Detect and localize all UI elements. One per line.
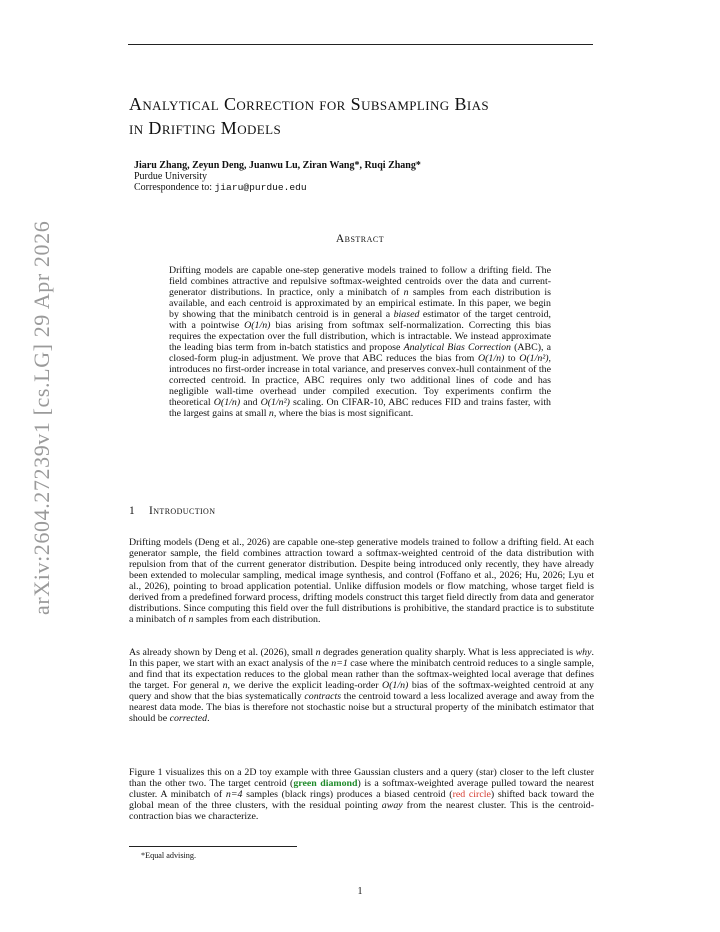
footnote: *Equal advising.	[141, 851, 197, 860]
intro-paragraph-3: Figure 1 visualizes this on a 2D toy example with three Gaussian clusters and a query (star) closer to the left cluster than the other two. The target centroid (green diamond) is a softmax-weighted average pulled toward the nearest cluster. A minibatch of n=4 samples (black rings) produces a biased centroid (red circle) shifted back toward the global mean of the three clusters, with the residual pointing away from the nearest cluster. This is the centroid-contraction bias we characterize.	[129, 767, 595, 822]
correspondence-label: Correspondence to:	[134, 182, 213, 193]
section-heading-introduction	[129, 505, 215, 517]
correspondence	[134, 182, 554, 193]
author-names: Jiaru Zhang, Zeyun Deng, Juanwu Lu, Ziran Wang*, Ruqi Zhang*	[134, 160, 421, 171]
title-line-2: in Drifting Models	[129, 118, 282, 138]
footnote-rule	[129, 846, 297, 847]
paper-title	[129, 92, 609, 140]
title-line-1: Analytical Correction for Subsampling Bias	[129, 94, 490, 114]
section-number: 1	[129, 505, 136, 517]
page-number: 1	[357, 886, 363, 897]
intro-paragraph-2: As already shown by Deng et al. (2026), small n degrades generation quality sharply. What is less appreciated is why. In this paper, we start with an exact analysis of the n=1 case where the minibatch centroid reduces to a single sample, and find that its expectation reduces to the global mean rather than the softmax-weighted local average that defines the target. For general n, we derive the explicit leading-order O(1/n) bias of the softmax-weighted centroid at any query and show that the bias systematically contracts the centroid toward a less localized average and away from the nearest data mode. The bias is therefore not stochastic noise but a structural property of the minibatch estimator that should be corrected.	[129, 647, 594, 724]
author-block	[134, 160, 554, 193]
affiliation: Purdue University	[134, 171, 208, 182]
section-title: Introduction	[149, 505, 216, 517]
green-diamond-label: green diamond	[293, 778, 358, 789]
red-circle-label: red circle	[452, 789, 491, 800]
correspondence-email: jiaru@purdue.edu	[214, 182, 307, 193]
top-rule	[128, 44, 593, 45]
intro-paragraph-1: Drifting models (Deng et al., 2026) are capable one-step generative models trained to follow a drifting field. At each generator sample, the field combines attraction toward a softmax-weighted centroid of the data distribution with repulsion from that of the current generator distribution. Despite being introduced only recently, they have already been extended to molecular sampling, medical image synthesis, and control (Foffano et al., 2026; Hu, 2026; Lyu et al., 2026), pointing to broad application potential. Unlike diffusion models or flow matching, whose target field is derived from a predefined forward process, drifting models construct this target field directly from data and generator distributions. Since computing this field over the full distributions is prohibitive, the standard practice is to substitute a minibatch of n samples from each distribution.	[129, 537, 594, 625]
arxiv-identifier-stamp: arXiv:2604.27239v1 [cs.LG] 29 Apr 2026	[29, 220, 54, 615]
abstract-body: Drifting models are capable one-step generative models trained to follow a drifting field. The field combines attractive and repulsive softmax-weighted centroids over the data and current-generator distributions. In practice, only a minibatch of n samples from each distribution is available, and each centroid is approximated by an empirical estimate. In this paper, we begin by showing that the minibatch centroid is in general a biased estimator of the target centroid, with a pointwise O(1/n) bias arising from softmax self-normalization. Correcting this bias requires the expectation over the full distribution, which is intractable. We instead approximate the leading bias term from in-batch statistics and propose Analytical Bias Correction (ABC), a closed-form plug-in adjustment. We prove that ABC reduces the bias from O(1/n) to O(1/n²), introduces no first-order increase in total variance, and preserves convex-hull containment of the corrected centroid. In practice, ABC requires only two additional lines of code and has negligible wall-time overhead under compiled execution. Toy experiments confirm the theoretical O(1/n) and O(1/n²) scaling. On CIFAR-10, ABC reduces FID and trains faster, with the largest gains at small n, where the bias is most significant.	[169, 265, 552, 419]
abstract-heading: Abstract	[335, 233, 385, 245]
